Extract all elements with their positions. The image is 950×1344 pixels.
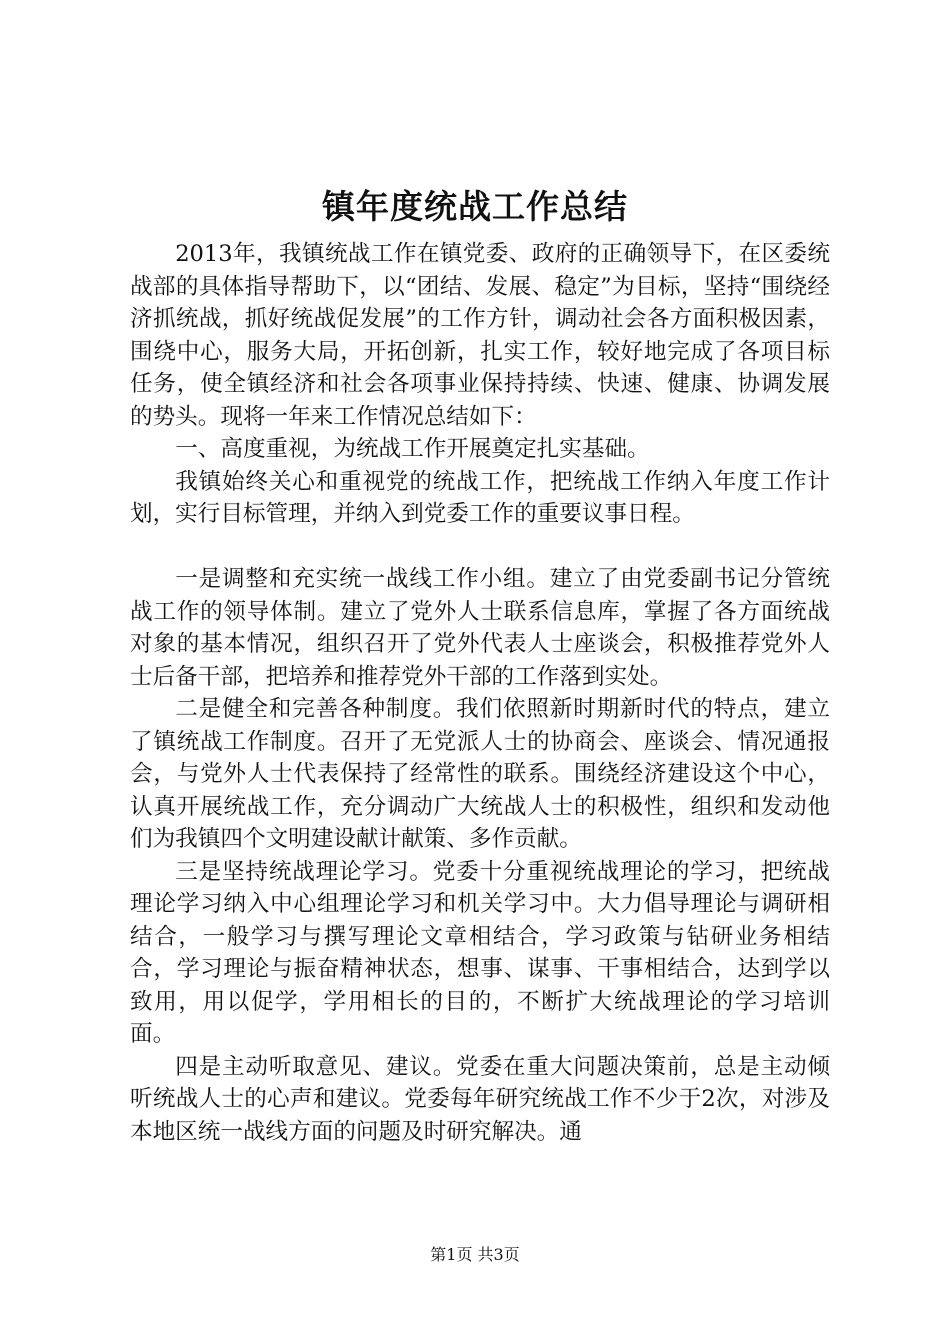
document-title: 镇年度统战工作总结	[322, 187, 628, 226]
paragraph-intro: 2013年，我镇统战工作在镇党委、政府的正确领导下，在区委统战部的具体指导帮助下，以“团结、发展、稳定”为目标，坚持“围绕经济抓统战，抓好统战促发展”的工作方针，调动社会各方面积极因素，围绕中心，服务大局，开拓创新，扎实工作，较好地完成了各项目标任务，使全镇经济和社会各项事业保持持续、快速、健康、协调发展的势头。现将一年来工作情况总结如下：	[130, 241, 830, 430]
paragraph-item-one: 一是调整和充实统一战线工作小组。建立了由党委副书记分管统战工作的领导体制。建立了党外人士联系信息库，掌握了各方面统战对象的基本情况，组织召开了党外代表人士座谈会，积极推荐党外人士后备干部，把培养和推荐党外干部的工作落到实处。	[130, 566, 830, 690]
paragraph-section-heading: 一、高度重视，为统战工作开展奠定扎实基础。	[175, 436, 650, 462]
paragraph-item-two: 二是健全和完善各种制度。我们依照新时期新时代的特点，建立了镇统战工作制度。召开了无党派人士的协商会、座谈会、情况通报会，与党外人士代表保持了经常性的联系。围绕经济建设这个中心，认真开展统战工作，充分调动广大统战人士的积极性，组织和发动他们为我镇四个文明建设献计献策、多作贡献。	[130, 696, 830, 852]
paragraph-item-three: 三是坚持统战理论学习。党委十分重视统战理论的学习，把统战理论学习纳入中心组理论学习和机关学习中。大力倡导理论与调研相结合，一般学习与撰写理论文章相结合，学习政策与钻研业务相结合，学习理论与振奋精神状态，想事、谋事、干事相结合，达到学以致用，用以促学，学用相长的目的，不断扩大统战理论的学习培训面。	[130, 858, 830, 1047]
page-footer: 第1页 共3页	[430, 1245, 520, 1264]
document-body	[130, 238, 830, 1148]
paragraph-item-four: 四是主动听取意见、建议。党委在重大问题决策前，总是主动倾听统战人士的心声和建议。党委每年研究统战工作不少于2次，对涉及本地区统一战线方面的问题及时研究解决。通	[130, 1053, 830, 1145]
paragraph-overview: 我镇始终关心和重视党的统战工作，把统战工作纳入年度工作计划，实行目标管理，并纳入到党委工作的重要议事日程。	[130, 468, 830, 527]
